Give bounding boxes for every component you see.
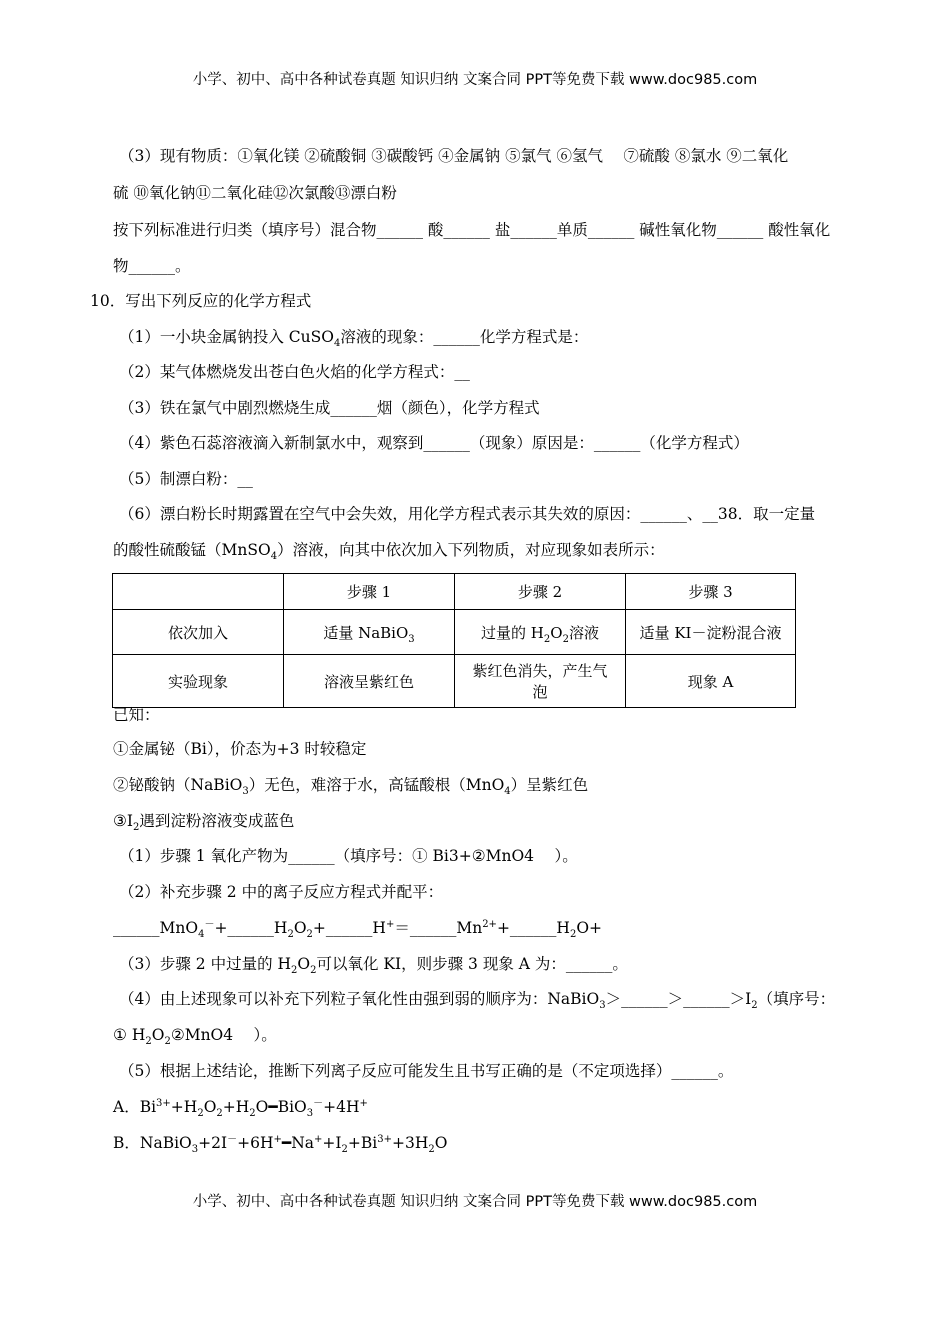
table-row (113, 610, 796, 655)
q38-part3: （3）步骤 2 中过量的 $H_2O_2$可以氧化 KI，则步骤 3 现象 A 为：______。 (119, 955, 628, 977)
table-row-label: 实验现象 (113, 655, 284, 708)
table-header-cell: 步骤 3 (626, 574, 796, 610)
q38-part2: （2）补充步骤 2 中的离子反应方程式并配平： (119, 883, 444, 901)
page-footer: 小学、初中、高中各种试卷真题 知识归纳 文案合同 PPT等免费下载 www.doc985.com (192, 1194, 758, 1210)
table-cell: 适量 NaBiO$_3$ (284, 610, 455, 655)
q10-part2: （2）某气体燃烧发出苍白色火焰的化学方程式：__ (119, 363, 470, 381)
q9-3-line1: （3）现有物质：①氧化镁 ②硫酸铜 ③碳酸钙 ④金属钠 ⑤氯气 ⑥氢气 ⑦硫酸 ⑧氯水 ⑨二氧化 (119, 147, 789, 165)
steps-table (112, 573, 796, 708)
q38-part5: （5）根据上述结论，推断下列离子反应可能发生且书写正确的是（不定项选择）______。 (119, 1062, 734, 1080)
q10-part1: （1）一小块金属钠投入 CuSO$_4$溶液的现象：______化学方程式是： (119, 328, 589, 350)
q38-part1: （1）步骤 1 氧化产物为______（填序号：① Bi3+②MnO4 ）。 (119, 847, 578, 865)
known-item-2: ②铋酸钠（NaBiO$_3$）无色，难溶于水，高锰酸根（MnO$_4$）呈紫红色 (113, 776, 589, 798)
page-header: 小学、初中、高中各种试卷真题 知识归纳 文案合同 PPT等免费下载 www.doc985.com (192, 72, 758, 88)
q10-part6: （6）漂白粉长时期露置在空气中会失效，用化学方程式表示其失效的原因：______、__38．取一定量 (119, 505, 816, 523)
q10-part5: （5）制漂白粉：__ (119, 470, 253, 488)
table-cell: 溶液呈紫红色 (284, 655, 455, 708)
q38-part4-cont: ① $H_2O_2②MnO4$ ）。 (113, 1026, 277, 1048)
table-header-cell: 步骤 2 (455, 574, 626, 610)
known-item-1: ①金属铋（Bi），价态为+3 时较稳定 (113, 740, 367, 758)
q38-equation: $\_\_\_\_\_\_MnO_4^-+\_\_\_\_\_\_H_2O_2+\_\_\_\_\_\_H^+=\_\_\_\_\_\_Mn^{2+}+\_\_\_\_\_\_H_2O+$ (113, 918, 603, 941)
table-cell: 紫红色消失，产生气 泡 (455, 655, 626, 708)
q9-3-line3: 按下列标准进行归类（填序号）混合物______ 酸______ 盐______单质______ 碱性氧化物______ 酸性氧化 (113, 221, 831, 239)
q10-title: 10．写出下列反应的化学方程式 (90, 292, 312, 310)
q38-part4: （4）由上述现象可以补充下列粒子氧化性由强到弱的顺序为：$NaBiO_3>\_\_\_\_\_\_>\_\_\_\_\_\_>I_2$（填序号： (119, 990, 836, 1012)
table-cell: 过量的 $H_2O_2$溶液 (455, 610, 626, 655)
table-row (113, 655, 796, 708)
table-row-label: 依次加入 (113, 610, 284, 655)
known-title: 已知： (113, 706, 160, 724)
table-cell: 适量 KI－淀粉混合液 (626, 610, 796, 655)
table-cell: 现象 A (626, 655, 796, 708)
q10-part3: （3）铁在氯气中剧烈燃烧生成______烟（颜色），化学方程式 (119, 399, 540, 417)
q9-3-line4: 物______。 (113, 257, 191, 275)
table-header-cell (113, 574, 284, 610)
table-header-row (113, 574, 796, 610)
known-item-3: $③I_2$遇到淀粉溶液变成蓝色 (113, 812, 295, 834)
option-b: B．$NaBiO_3+2I^-+6H^+━Na^++I_2+Bi^{3+}+3H_2O$ (113, 1133, 448, 1156)
q38-intro: 的酸性硫酸锰（MnSO$_4$）溶液，向其中依次加入下列物质，对应现象如表所示： (113, 541, 665, 563)
q10-part4: （4）紫色石蕊溶液滴入新制氯水中，观察到______（现象）原因是：______（化学方程式） (119, 434, 749, 452)
table-header-cell: 步骤 1 (284, 574, 455, 610)
q9-3-line2: 硫 ⑩氧化钠⑪二氧化硅⑫次氯酸⑬漂白粉 (113, 184, 397, 202)
option-a: A．$Bi^{3+}+H_2O_2+H_2O━BiO_3^-+4H^+$ (113, 1097, 368, 1120)
